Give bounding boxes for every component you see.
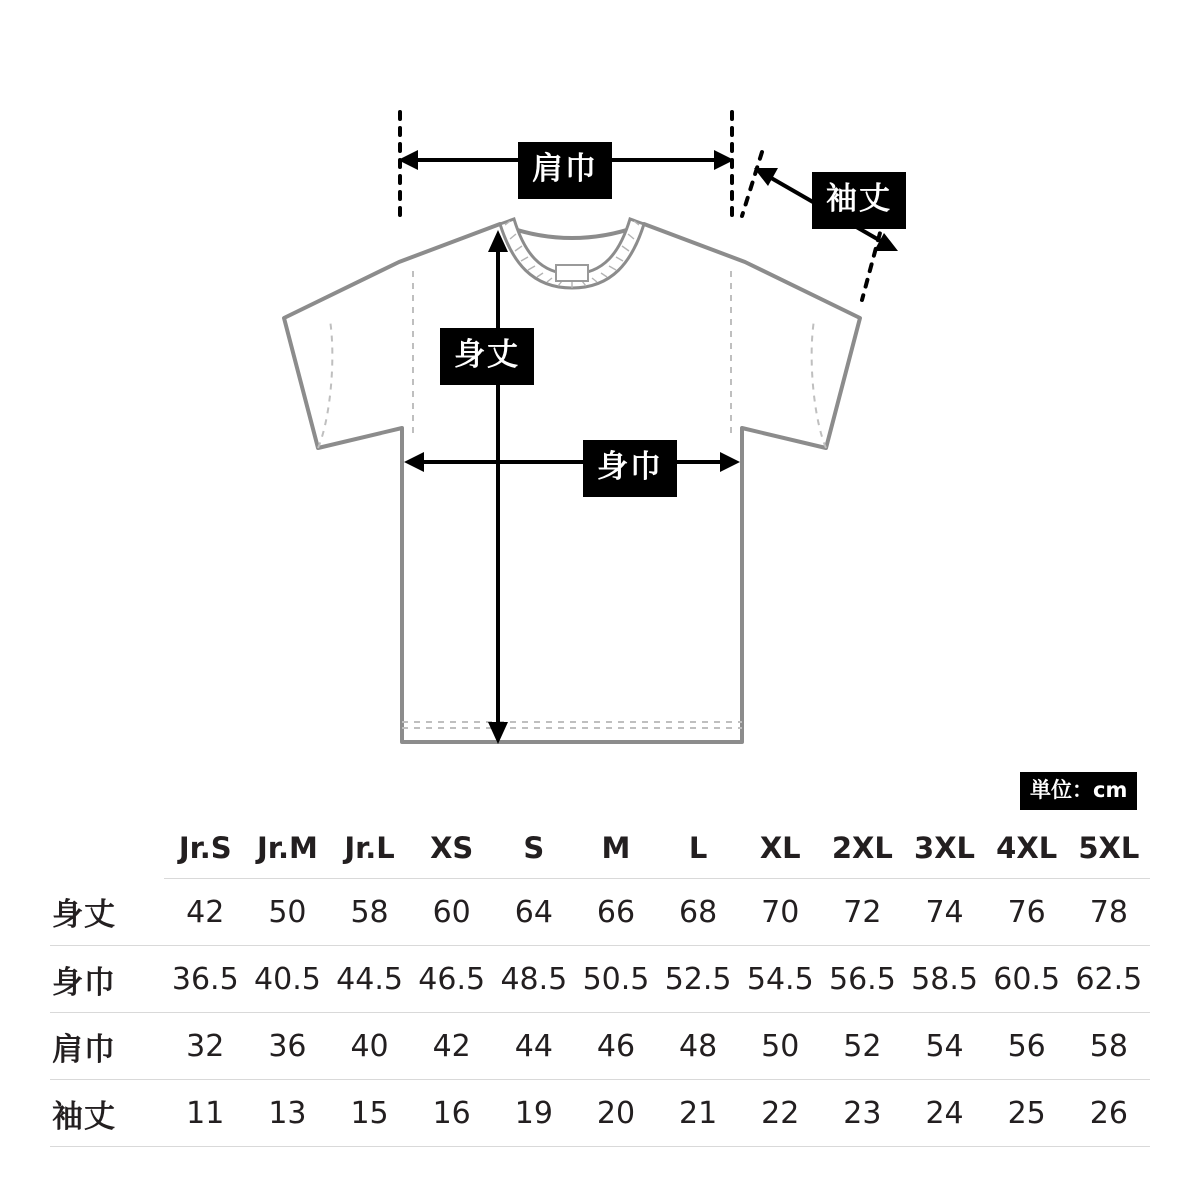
column-header: XS — [411, 818, 493, 879]
table-cell: 70 — [739, 879, 821, 946]
table-cell: 40.5 — [246, 946, 328, 1013]
table-cell: 54.5 — [739, 946, 821, 1013]
column-header: Jr.S — [164, 818, 246, 879]
table-cell: 44.5 — [328, 946, 410, 1013]
table-cell: 22 — [739, 1080, 821, 1147]
column-header: M — [575, 818, 657, 879]
table-cell: 58.5 — [903, 946, 985, 1013]
label-body-width: 身巾 — [583, 440, 677, 497]
label-shoulder-width: 肩巾 — [518, 142, 612, 199]
table-cell: 50 — [246, 879, 328, 946]
table-cell: 40 — [328, 1013, 410, 1080]
table-cell: 44 — [493, 1013, 575, 1080]
table-cell: 50.5 — [575, 946, 657, 1013]
table-cell: 25 — [986, 1080, 1068, 1147]
table-cell: 60.5 — [986, 946, 1068, 1013]
table-cell: 48.5 — [493, 946, 575, 1013]
table-row — [50, 1080, 1150, 1147]
table-cell: 42 — [411, 1013, 493, 1080]
table-cell: 76 — [986, 879, 1068, 946]
column-header: 4XL — [986, 818, 1068, 879]
table-cell: 21 — [657, 1080, 739, 1147]
table-cell: 58 — [328, 879, 410, 946]
table-cell: 52.5 — [657, 946, 739, 1013]
column-header: XL — [739, 818, 821, 879]
column-header: 5XL — [1068, 818, 1150, 879]
label-body-length: 身丈 — [440, 328, 534, 385]
table-cell: 60 — [411, 879, 493, 946]
column-header: S — [493, 818, 575, 879]
table-corner-cell — [50, 818, 164, 879]
table-cell: 64 — [493, 879, 575, 946]
table-cell: 72 — [821, 879, 903, 946]
table-cell: 16 — [411, 1080, 493, 1147]
size-chart-table — [50, 818, 1150, 1147]
table-cell: 52 — [821, 1013, 903, 1080]
table-cell: 68 — [657, 879, 739, 946]
table-row — [50, 879, 1150, 946]
table-cell: 26 — [1068, 1080, 1150, 1147]
table-cell: 66 — [575, 879, 657, 946]
table-cell: 24 — [903, 1080, 985, 1147]
table-cell: 62.5 — [1068, 946, 1150, 1013]
table-cell: 48 — [657, 1013, 739, 1080]
table-cell: 46 — [575, 1013, 657, 1080]
column-header: Jr.L — [328, 818, 410, 879]
row-header: 袖丈 — [50, 1080, 164, 1147]
table-cell: 74 — [903, 879, 985, 946]
table-cell: 11 — [164, 1080, 246, 1147]
table-cell: 36.5 — [164, 946, 246, 1013]
table-header-row — [50, 818, 1150, 879]
label-sleeve-length: 袖丈 — [812, 172, 906, 229]
table-cell: 42 — [164, 879, 246, 946]
row-header: 肩巾 — [50, 1013, 164, 1080]
column-header: L — [657, 818, 739, 879]
table-cell: 36 — [246, 1013, 328, 1080]
table-cell: 54 — [903, 1013, 985, 1080]
column-header: 2XL — [821, 818, 903, 879]
table-cell: 20 — [575, 1080, 657, 1147]
table-cell: 56.5 — [821, 946, 903, 1013]
table-cell: 19 — [493, 1080, 575, 1147]
column-header: 3XL — [903, 818, 985, 879]
table-cell: 46.5 — [411, 946, 493, 1013]
table-cell: 13 — [246, 1080, 328, 1147]
table-cell: 32 — [164, 1013, 246, 1080]
table-cell: 78 — [1068, 879, 1150, 946]
table-row — [50, 1013, 1150, 1080]
table-row — [50, 946, 1150, 1013]
unit-note: 単位：cm — [1020, 772, 1137, 810]
table-cell: 56 — [986, 1013, 1068, 1080]
row-header: 身巾 — [50, 946, 164, 1013]
column-header: Jr.M — [246, 818, 328, 879]
row-header: 身丈 — [50, 879, 164, 946]
table-cell: 58 — [1068, 1013, 1150, 1080]
table-cell: 50 — [739, 1013, 821, 1080]
table-cell: 15 — [328, 1080, 410, 1147]
table-cell: 23 — [821, 1080, 903, 1147]
